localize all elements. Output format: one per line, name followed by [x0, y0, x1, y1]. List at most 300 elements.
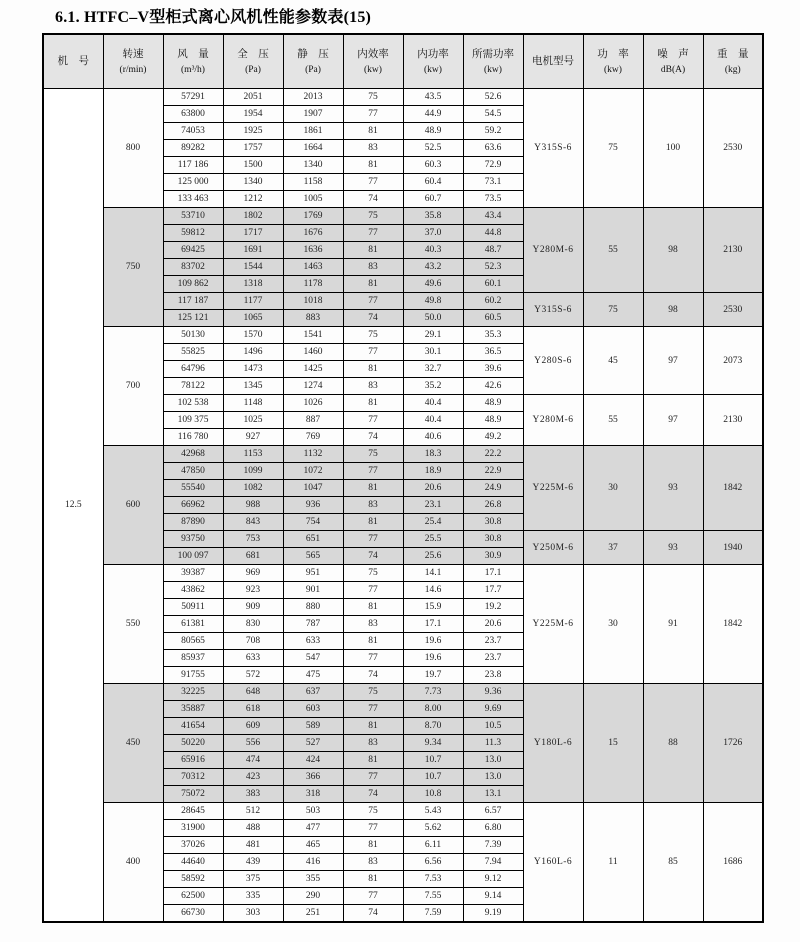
table-cell: 74 — [343, 548, 403, 565]
motor-power-cell: 55 — [583, 395, 643, 446]
table-cell: 465 — [283, 837, 343, 854]
table-cell: 6.57 — [463, 803, 523, 820]
table-cell: 77 — [343, 701, 403, 718]
motor-power-cell: 37 — [583, 531, 643, 565]
table-cell: 25.6 — [403, 548, 463, 565]
table-cell: 59812 — [163, 225, 223, 242]
motor-model-cell: Y315S-6 — [523, 89, 583, 208]
table-cell: 633 — [283, 633, 343, 650]
table-cell: 787 — [283, 616, 343, 633]
motor-weight-cell: 1842 — [703, 565, 763, 684]
table-cell: 49.8 — [403, 293, 463, 310]
table-cell: 64796 — [163, 361, 223, 378]
table-cell: 7.94 — [463, 854, 523, 871]
motor-model-cell: Y280S-6 — [523, 327, 583, 395]
motor-noise-cell: 97 — [643, 327, 703, 395]
table-cell: 603 — [283, 701, 343, 718]
table-cell: 75 — [343, 684, 403, 701]
table-cell: 572 — [223, 667, 283, 684]
table-cell: 77 — [343, 225, 403, 242]
table-cell: 81 — [343, 157, 403, 174]
table-cell: 75 — [343, 208, 403, 225]
table-cell: 49.6 — [403, 276, 463, 293]
motor-model-cell: Y180L-6 — [523, 684, 583, 803]
table-cell: 49.2 — [463, 429, 523, 446]
table-cell: 887 — [283, 412, 343, 429]
motor-power-cell: 75 — [583, 89, 643, 208]
table-cell: 19.6 — [403, 650, 463, 667]
speed-cell: 600 — [103, 446, 163, 565]
table-cell: 77 — [343, 463, 403, 480]
table-cell: 60.7 — [403, 191, 463, 208]
table-cell: 62500 — [163, 888, 223, 905]
motor-weight-cell: 2530 — [703, 293, 763, 327]
table-cell: 1570 — [223, 327, 283, 344]
table-cell: 77 — [343, 769, 403, 786]
table-cell: 83 — [343, 140, 403, 157]
table-cell: 633 — [223, 650, 283, 667]
table-cell: 83 — [343, 259, 403, 276]
table-cell: 290 — [283, 888, 343, 905]
table-cell: 9.19 — [463, 905, 523, 923]
table-cell: 383 — [223, 786, 283, 803]
table-cell: 52.5 — [403, 140, 463, 157]
table-cell: 19.2 — [463, 599, 523, 616]
table-cell: 60.2 — [463, 293, 523, 310]
header-label: 噪 声 — [657, 48, 689, 60]
column-header-11 — [643, 34, 703, 89]
motor-noise-cell: 97 — [643, 395, 703, 446]
table-cell: 969 — [223, 565, 283, 582]
table-cell: 37026 — [163, 837, 223, 854]
motor-power-cell: 55 — [583, 208, 643, 293]
table-cell: 1769 — [283, 208, 343, 225]
table-cell: 25.4 — [403, 514, 463, 531]
table-row — [43, 446, 763, 463]
table-cell: 40.4 — [403, 395, 463, 412]
table-cell: 1664 — [283, 140, 343, 157]
table-cell: 1861 — [283, 123, 343, 140]
motor-power-cell: 30 — [583, 446, 643, 531]
table-cell: 28645 — [163, 803, 223, 820]
table-cell: 477 — [283, 820, 343, 837]
table-cell: 32.7 — [403, 361, 463, 378]
table-cell: 80565 — [163, 633, 223, 650]
column-header-1 — [43, 34, 103, 89]
table-cell: 81 — [343, 718, 403, 735]
motor-weight-cell: 2530 — [703, 89, 763, 208]
table-cell: 1541 — [283, 327, 343, 344]
table-cell: 1025 — [223, 412, 283, 429]
header-label: 功 率 — [597, 48, 629, 60]
table-cell: 22.2 — [463, 446, 523, 463]
motor-model-cell: Y225M-6 — [523, 446, 583, 531]
header-unit: dB(A) — [660, 64, 686, 75]
motor-model-cell: Y315S-6 — [523, 293, 583, 327]
table-cell: 83 — [343, 854, 403, 871]
table-cell: 75 — [343, 446, 403, 463]
table-cell: 60.5 — [463, 310, 523, 327]
table-cell: 1158 — [283, 174, 343, 191]
table-cell: 488 — [223, 820, 283, 837]
table-row — [43, 89, 763, 106]
table-cell: 81 — [343, 480, 403, 497]
table-header — [43, 34, 763, 89]
table-cell: 48.9 — [463, 395, 523, 412]
header-label: 机 号 — [57, 56, 89, 67]
table-cell: 1544 — [223, 259, 283, 276]
table-cell: 19.6 — [403, 633, 463, 650]
table-cell: 74053 — [163, 123, 223, 140]
table-cell: 1153 — [223, 446, 283, 463]
table-cell: 1072 — [283, 463, 343, 480]
table-cell: 375 — [223, 871, 283, 888]
table-cell: 81 — [343, 395, 403, 412]
table-cell: 843 — [223, 514, 283, 531]
motor-weight-cell: 2130 — [703, 395, 763, 446]
table-cell: 17.7 — [463, 582, 523, 599]
motor-noise-cell: 91 — [643, 565, 703, 684]
column-header-10 — [583, 34, 643, 89]
table-cell: 53710 — [163, 208, 223, 225]
table-cell: 40.6 — [403, 429, 463, 446]
header-label: 静 压 — [297, 48, 329, 60]
table-cell: 48.7 — [463, 242, 523, 259]
table-cell: 81 — [343, 633, 403, 650]
table-cell: 23.7 — [463, 650, 523, 667]
table-cell: 30.1 — [403, 344, 463, 361]
table-cell: 77 — [343, 582, 403, 599]
table-cell: 708 — [223, 633, 283, 650]
table-cell: 17.1 — [463, 565, 523, 582]
table-cell: 74 — [343, 310, 403, 327]
table-cell: 10.8 — [403, 786, 463, 803]
page-title: 6.1. HTFC–V型柜式离心风机性能参数表(15) — [55, 9, 372, 26]
table-cell: 75072 — [163, 786, 223, 803]
header-unit: (kw) — [484, 64, 502, 75]
table-cell: 42968 — [163, 446, 223, 463]
table-cell: 52.3 — [463, 259, 523, 276]
table-cell: 1065 — [223, 310, 283, 327]
header-label: 电机型号 — [532, 56, 574, 67]
table-cell: 609 — [223, 718, 283, 735]
table-cell: 125 000 — [163, 174, 223, 191]
table-cell: 9.14 — [463, 888, 523, 905]
table-cell: 1340 — [283, 157, 343, 174]
table-cell: 89282 — [163, 140, 223, 157]
motor-noise-cell: 85 — [643, 803, 703, 923]
table-cell: 2051 — [223, 89, 283, 106]
table-cell: 75 — [343, 327, 403, 344]
table-cell: 753 — [223, 531, 283, 548]
table-cell: 48.9 — [403, 123, 463, 140]
table-cell: 7.73 — [403, 684, 463, 701]
header-unit: (m³/h) — [181, 64, 205, 75]
table-cell: 77 — [343, 412, 403, 429]
table-cell: 909 — [223, 599, 283, 616]
table-cell: 60.4 — [403, 174, 463, 191]
table-cell: 637 — [283, 684, 343, 701]
table-cell: 77 — [343, 174, 403, 191]
motor-power-cell: 45 — [583, 327, 643, 395]
table-cell: 81 — [343, 276, 403, 293]
table-cell: 23.8 — [463, 667, 523, 684]
table-cell: 39387 — [163, 565, 223, 582]
table-cell: 1802 — [223, 208, 283, 225]
table-cell: 22.9 — [463, 463, 523, 480]
table-cell: 6.11 — [403, 837, 463, 854]
table-cell: 60.3 — [403, 157, 463, 174]
table-cell: 423 — [223, 769, 283, 786]
table-cell: 54.5 — [463, 106, 523, 123]
performance-table — [42, 33, 764, 923]
table-cell: 81 — [343, 361, 403, 378]
table-cell: 74 — [343, 905, 403, 923]
speed-cell: 700 — [103, 327, 163, 446]
table-cell: 769 — [283, 429, 343, 446]
table-cell: 439 — [223, 854, 283, 871]
table-cell: 618 — [223, 701, 283, 718]
table-cell: 1026 — [283, 395, 343, 412]
table-cell: 23.7 — [463, 633, 523, 650]
table-cell: 1274 — [283, 378, 343, 395]
table-cell: 565 — [283, 548, 343, 565]
table-cell: 109 375 — [163, 412, 223, 429]
table-cell: 50220 — [163, 735, 223, 752]
table-cell: 43.5 — [403, 89, 463, 106]
table-cell: 77 — [343, 531, 403, 548]
motor-noise-cell: 98 — [643, 208, 703, 293]
table-cell: 1496 — [223, 344, 283, 361]
table-cell: 1318 — [223, 276, 283, 293]
table-body — [43, 89, 763, 923]
table-cell: 40.3 — [403, 242, 463, 259]
header-unit: (kw) — [364, 64, 382, 75]
motor-power-cell: 11 — [583, 803, 643, 923]
motor-noise-cell: 88 — [643, 684, 703, 803]
table-cell: 63.6 — [463, 140, 523, 157]
table-cell: 50130 — [163, 327, 223, 344]
table-cell: 5.62 — [403, 820, 463, 837]
table-cell: 66962 — [163, 497, 223, 514]
table-cell: 474 — [223, 752, 283, 769]
table-cell: 87890 — [163, 514, 223, 531]
column-header-7 — [403, 34, 463, 89]
table-cell: 7.39 — [463, 837, 523, 854]
table-cell: 78122 — [163, 378, 223, 395]
table-cell: 6.80 — [463, 820, 523, 837]
table-cell: 901 — [283, 582, 343, 599]
table-cell: 36.5 — [463, 344, 523, 361]
table-cell: 318 — [283, 786, 343, 803]
motor-weight-cell: 2073 — [703, 327, 763, 395]
motor-weight-cell: 1940 — [703, 531, 763, 565]
machine-no-cell: 12.5 — [43, 89, 103, 923]
table-cell: 83 — [343, 735, 403, 752]
motor-model-cell: Y160L-6 — [523, 803, 583, 923]
table-cell: 11.3 — [463, 735, 523, 752]
table-cell: 31900 — [163, 820, 223, 837]
motor-power-cell: 30 — [583, 565, 643, 684]
column-header-8 — [463, 34, 523, 89]
header-label: 转速 — [122, 48, 144, 60]
table-cell: 9.36 — [463, 684, 523, 701]
table-cell: 125 121 — [163, 310, 223, 327]
table-cell: 42.6 — [463, 378, 523, 395]
column-header-2 — [103, 34, 163, 89]
motor-weight-cell: 1842 — [703, 446, 763, 531]
table-cell: 830 — [223, 616, 283, 633]
table-cell: 547 — [283, 650, 343, 667]
table-cell: 1463 — [283, 259, 343, 276]
table-cell: 1717 — [223, 225, 283, 242]
motor-weight-cell: 1726 — [703, 684, 763, 803]
motor-model-cell: Y280M-6 — [523, 208, 583, 293]
table-cell: 13.0 — [463, 769, 523, 786]
table-cell: 35.3 — [463, 327, 523, 344]
header-label: 全 压 — [237, 48, 269, 60]
table-cell: 57291 — [163, 89, 223, 106]
table-cell: 988 — [223, 497, 283, 514]
table-row — [43, 803, 763, 820]
column-header-3 — [163, 34, 223, 89]
column-header-5 — [283, 34, 343, 89]
table-cell: 1500 — [223, 157, 283, 174]
table-cell: 30.8 — [463, 514, 523, 531]
table-cell: 37.0 — [403, 225, 463, 242]
table-cell: 74 — [343, 786, 403, 803]
table-cell: 44640 — [163, 854, 223, 871]
table-cell: 81 — [343, 514, 403, 531]
table-cell: 556 — [223, 735, 283, 752]
table-cell: 251 — [283, 905, 343, 923]
table-cell: 77 — [343, 293, 403, 310]
table-cell: 883 — [283, 310, 343, 327]
column-header-4 — [223, 34, 283, 89]
speed-cell: 450 — [103, 684, 163, 803]
table-cell: 1005 — [283, 191, 343, 208]
speed-cell: 550 — [103, 565, 163, 684]
header-label: 内效率 — [357, 48, 389, 60]
table-cell: 30.8 — [463, 531, 523, 548]
table-cell: 1925 — [223, 123, 283, 140]
header-row — [43, 34, 763, 89]
table-cell: 83 — [343, 378, 403, 395]
header-label: 重 量 — [717, 48, 749, 60]
header-unit: (Pa) — [245, 64, 261, 75]
header-label: 风 量 — [177, 48, 209, 60]
table-cell: 117 186 — [163, 157, 223, 174]
table-cell: 44.9 — [403, 106, 463, 123]
table-cell: 7.53 — [403, 871, 463, 888]
table-cell: 48.9 — [463, 412, 523, 429]
table-cell: 74 — [343, 429, 403, 446]
table-cell: 74 — [343, 191, 403, 208]
table-cell: 10.7 — [403, 769, 463, 786]
table-cell: 355 — [283, 871, 343, 888]
table-cell: 754 — [283, 514, 343, 531]
table-cell: 109 862 — [163, 276, 223, 293]
table-cell: 9.12 — [463, 871, 523, 888]
table-cell: 303 — [223, 905, 283, 923]
table-cell: 589 — [283, 718, 343, 735]
table-cell: 927 — [223, 429, 283, 446]
table-cell: 35.8 — [403, 208, 463, 225]
table-cell: 14.6 — [403, 582, 463, 599]
table-cell: 1954 — [223, 106, 283, 123]
table-cell: 936 — [283, 497, 343, 514]
table-cell: 50911 — [163, 599, 223, 616]
table-cell: 41654 — [163, 718, 223, 735]
table-cell: 55825 — [163, 344, 223, 361]
table-cell: 15.9 — [403, 599, 463, 616]
table-cell: 8.70 — [403, 718, 463, 735]
table-cell: 1636 — [283, 242, 343, 259]
table-cell: 366 — [283, 769, 343, 786]
table-cell: 1473 — [223, 361, 283, 378]
speed-cell: 800 — [103, 89, 163, 208]
header-unit: (kw) — [604, 64, 622, 75]
table-cell: 35887 — [163, 701, 223, 718]
table-cell: 35.2 — [403, 378, 463, 395]
motor-model-cell: Y225M-6 — [523, 565, 583, 684]
table-cell: 63800 — [163, 106, 223, 123]
motor-model-cell: Y250M-6 — [523, 531, 583, 565]
table-cell: 133 463 — [163, 191, 223, 208]
table-cell: 648 — [223, 684, 283, 701]
table-cell: 81 — [343, 752, 403, 769]
table-cell: 1132 — [283, 446, 343, 463]
motor-power-cell: 15 — [583, 684, 643, 803]
table-cell: 1691 — [223, 242, 283, 259]
table-cell: 116 780 — [163, 429, 223, 446]
motor-noise-cell: 93 — [643, 446, 703, 531]
table-cell: 47850 — [163, 463, 223, 480]
table-cell: 73.5 — [463, 191, 523, 208]
column-header-12 — [703, 34, 763, 89]
motor-noise-cell: 98 — [643, 293, 703, 327]
table-cell: 9.34 — [403, 735, 463, 752]
table-cell: 59.2 — [463, 123, 523, 140]
table-cell: 50.0 — [403, 310, 463, 327]
table-cell: 2013 — [283, 89, 343, 106]
table-row — [43, 208, 763, 225]
table-cell: 91755 — [163, 667, 223, 684]
table-cell: 102 538 — [163, 395, 223, 412]
table-cell: 75 — [343, 565, 403, 582]
speed-cell: 750 — [103, 208, 163, 327]
table-cell: 6.56 — [403, 854, 463, 871]
table-cell: 44.8 — [463, 225, 523, 242]
table-cell: 61381 — [163, 616, 223, 633]
table-cell: 32225 — [163, 684, 223, 701]
header-unit: (r/min) — [119, 64, 147, 75]
table-cell: 1907 — [283, 106, 343, 123]
table-cell: 58592 — [163, 871, 223, 888]
motor-noise-cell: 93 — [643, 531, 703, 565]
table-cell: 13.1 — [463, 786, 523, 803]
table-cell: 26.8 — [463, 497, 523, 514]
table-cell: 880 — [283, 599, 343, 616]
table-cell: 39.6 — [463, 361, 523, 378]
table-cell: 83702 — [163, 259, 223, 276]
table-cell: 117 187 — [163, 293, 223, 310]
motor-weight-cell: 2130 — [703, 208, 763, 293]
table-cell: 512 — [223, 803, 283, 820]
table-cell: 40.4 — [403, 412, 463, 429]
table-cell: 1425 — [283, 361, 343, 378]
table-cell: 81 — [343, 123, 403, 140]
